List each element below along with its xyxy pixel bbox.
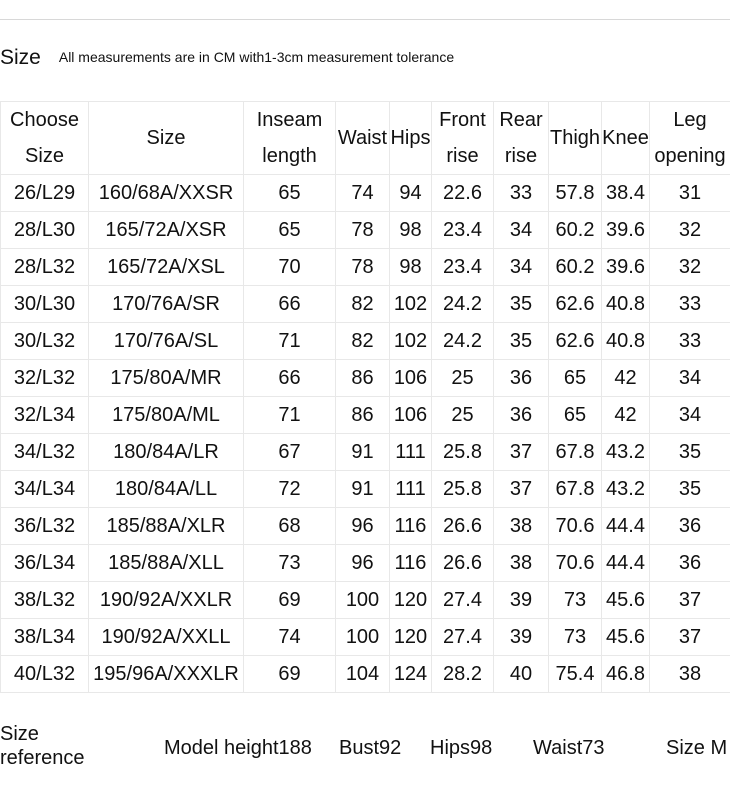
table-cell: 82 — [336, 323, 390, 360]
size-header — [0, 46, 454, 70]
table-cell: 78 — [336, 249, 390, 286]
table-cell: 34 — [494, 249, 549, 286]
table-cell: 45.6 — [602, 619, 650, 656]
table-cell: 190/92A/XXLL — [89, 619, 244, 656]
table-cell: 23.4 — [432, 249, 494, 286]
table-cell: 65 — [244, 175, 336, 212]
column-header-line2: rise — [504, 145, 538, 167]
column-header-line1: Knee — [602, 127, 649, 149]
size-title: Size — [0, 46, 41, 69]
table-cell: 34/L34 — [1, 471, 89, 508]
table-cell: 34/L32 — [1, 434, 89, 471]
table-cell: 71 — [244, 323, 336, 360]
table-cell: 26/L29 — [1, 175, 89, 212]
table-cell: 67.8 — [549, 434, 602, 471]
column-header — [494, 102, 549, 175]
model-hips: Hips98 — [430, 737, 493, 759]
table-cell: 86 — [336, 397, 390, 434]
table-cell: 60.2 — [549, 249, 602, 286]
table-row — [1, 175, 730, 212]
table-row — [1, 286, 730, 323]
table-cell: 124 — [390, 656, 432, 693]
model-size: Size M — [666, 737, 728, 759]
table-cell: 25.8 — [432, 434, 494, 471]
column-header-line1: Hips — [390, 127, 431, 149]
column-header — [650, 102, 730, 175]
column-header-line2: opening — [654, 145, 726, 167]
table-cell: 71 — [244, 397, 336, 434]
table-cell: 38.4 — [602, 175, 650, 212]
table-cell: 70.6 — [549, 508, 602, 545]
table-cell: 74 — [244, 619, 336, 656]
column-header-line1: Rear — [499, 109, 543, 131]
table-cell: 35 — [494, 323, 549, 360]
table-cell: 175/80A/ML — [89, 397, 244, 434]
table-cell: 30/L30 — [1, 286, 89, 323]
table-cell: 43.2 — [602, 434, 650, 471]
table-cell: 32/L34 — [1, 397, 89, 434]
column-header — [244, 102, 336, 175]
column-header-line1: Front — [439, 109, 486, 131]
table-cell: 38/L32 — [1, 582, 89, 619]
table-row — [1, 471, 730, 508]
table-cell: 24.2 — [432, 323, 494, 360]
table-cell: 160/68A/XXSR — [89, 175, 244, 212]
table-cell: 66 — [244, 286, 336, 323]
table-cell: 104 — [336, 656, 390, 693]
table-row — [1, 582, 730, 619]
table-cell: 165/72A/XSR — [89, 212, 244, 249]
table-cell: 70.6 — [549, 545, 602, 582]
column-header-line1: Choose — [10, 109, 79, 131]
table-cell: 75.4 — [549, 656, 602, 693]
table-cell: 96 — [336, 545, 390, 582]
table-cell: 36 — [494, 360, 549, 397]
table-cell: 185/88A/XLL — [89, 545, 244, 582]
table-row — [1, 508, 730, 545]
table-cell: 43.2 — [602, 471, 650, 508]
table-cell: 60.2 — [549, 212, 602, 249]
table-cell: 37 — [494, 471, 549, 508]
table-cell: 28/L32 — [1, 249, 89, 286]
table-row — [1, 619, 730, 656]
table-cell: 73 — [549, 582, 602, 619]
table-cell: 37 — [650, 582, 730, 619]
table-cell: 26.6 — [432, 508, 494, 545]
table-cell: 78 — [336, 212, 390, 249]
table-cell: 37 — [494, 434, 549, 471]
table-cell: 34 — [650, 360, 730, 397]
table-cell: 27.4 — [432, 619, 494, 656]
column-header-line1: Thigh — [549, 127, 601, 149]
measurement-note: All measurements are in CM with1-3cm measurement tolerance — [58, 49, 455, 65]
table-cell: 23.4 — [432, 212, 494, 249]
table-cell: 111 — [390, 434, 432, 471]
size-reference-label-line1: Size — [0, 723, 39, 745]
table-cell: 45.6 — [602, 582, 650, 619]
table-cell: 25 — [432, 397, 494, 434]
table-cell: 120 — [390, 582, 432, 619]
table-cell: 65 — [549, 360, 602, 397]
column-header-line1: Waist — [337, 127, 388, 149]
model-height: Model height188 — [164, 737, 312, 759]
table-cell: 73 — [549, 619, 602, 656]
column-header — [89, 102, 244, 175]
table-row — [1, 656, 730, 693]
column-header-line1: Size — [146, 127, 186, 149]
table-cell: 116 — [390, 508, 432, 545]
table-cell: 39.6 — [602, 249, 650, 286]
table-cell: 25 — [432, 360, 494, 397]
table-cell: 102 — [390, 323, 432, 360]
table-cell: 106 — [390, 397, 432, 434]
table-header-row — [1, 102, 730, 175]
size-reference-label-line2: reference — [0, 747, 85, 769]
table-cell: 39 — [494, 619, 549, 656]
table-cell: 38/L34 — [1, 619, 89, 656]
table-cell: 40.8 — [602, 323, 650, 360]
column-header — [432, 102, 494, 175]
table-cell: 39.6 — [602, 212, 650, 249]
table-cell: 35 — [650, 471, 730, 508]
column-header — [390, 102, 432, 175]
table-cell: 94 — [390, 175, 432, 212]
table-cell: 28.2 — [432, 656, 494, 693]
table-cell: 35 — [494, 286, 549, 323]
table-cell: 68 — [244, 508, 336, 545]
table-cell: 27.4 — [432, 582, 494, 619]
table-cell: 42 — [602, 360, 650, 397]
table-cell: 73 — [244, 545, 336, 582]
table-cell: 33 — [650, 323, 730, 360]
table-cell: 31 — [650, 175, 730, 212]
table-cell: 91 — [336, 471, 390, 508]
table-cell: 32 — [650, 212, 730, 249]
table-cell: 69 — [244, 656, 336, 693]
table-row — [1, 323, 730, 360]
column-header — [1, 102, 89, 175]
table-cell: 46.8 — [602, 656, 650, 693]
table-cell: 22.6 — [432, 175, 494, 212]
table-row — [1, 545, 730, 582]
table-cell: 36 — [494, 397, 549, 434]
table-cell: 38 — [494, 508, 549, 545]
table-cell: 116 — [390, 545, 432, 582]
table-cell: 66 — [244, 360, 336, 397]
table-cell: 37 — [650, 619, 730, 656]
table-cell: 38 — [494, 545, 549, 582]
table-cell: 35 — [650, 434, 730, 471]
table-cell: 91 — [336, 434, 390, 471]
column-header-line1: Leg — [673, 109, 707, 131]
table-cell: 34 — [650, 397, 730, 434]
table-cell: 165/72A/XSL — [89, 249, 244, 286]
table-cell: 39 — [494, 582, 549, 619]
table-cell: 42 — [602, 397, 650, 434]
table-cell: 36 — [650, 508, 730, 545]
table-row — [1, 434, 730, 471]
column-header-line1: Inseam — [256, 109, 323, 131]
table-cell: 195/96A/XXXLR — [89, 656, 244, 693]
table-cell: 185/88A/XLR — [89, 508, 244, 545]
table-row — [1, 397, 730, 434]
model-bust: Bust92 — [339, 737, 402, 759]
size-chart-table — [0, 101, 730, 693]
column-header-line2: rise — [446, 145, 479, 167]
table-cell: 180/84A/LR — [89, 434, 244, 471]
table-cell: 36/L34 — [1, 545, 89, 582]
table-cell: 120 — [390, 619, 432, 656]
table-cell: 72 — [244, 471, 336, 508]
table-cell: 106 — [390, 360, 432, 397]
table-body — [1, 175, 730, 693]
table-cell: 32 — [650, 249, 730, 286]
table-cell: 44.4 — [602, 545, 650, 582]
table-cell: 180/84A/LL — [89, 471, 244, 508]
table-cell: 65 — [549, 397, 602, 434]
size-reference-label — [0, 722, 120, 770]
table-cell: 170/76A/SR — [89, 286, 244, 323]
table-cell: 62.6 — [549, 323, 602, 360]
column-header — [602, 102, 650, 175]
table-cell: 30/L32 — [1, 323, 89, 360]
table-cell: 67 — [244, 434, 336, 471]
model-waist: Waist73 — [533, 737, 605, 759]
table-cell: 69 — [244, 582, 336, 619]
table-cell: 40.8 — [602, 286, 650, 323]
table-cell: 34 — [494, 212, 549, 249]
table-cell: 24.2 — [432, 286, 494, 323]
table-cell: 57.8 — [549, 175, 602, 212]
table-cell: 100 — [336, 582, 390, 619]
table-cell: 38 — [650, 656, 730, 693]
table-cell: 86 — [336, 360, 390, 397]
table-cell: 62.6 — [549, 286, 602, 323]
table-row — [1, 360, 730, 397]
table-cell: 25.8 — [432, 471, 494, 508]
table-cell: 40 — [494, 656, 549, 693]
table-cell: 190/92A/XXLR — [89, 582, 244, 619]
table-cell: 65 — [244, 212, 336, 249]
top-divider — [0, 19, 730, 20]
table-cell: 102 — [390, 286, 432, 323]
size-reference — [0, 720, 730, 776]
table-cell: 28/L30 — [1, 212, 89, 249]
column-header — [336, 102, 390, 175]
table-cell: 98 — [390, 249, 432, 286]
table-cell: 98 — [390, 212, 432, 249]
table-cell: 170/76A/SL — [89, 323, 244, 360]
table-cell: 175/80A/MR — [89, 360, 244, 397]
table-cell: 36 — [650, 545, 730, 582]
table-cell: 33 — [650, 286, 730, 323]
column-header — [549, 102, 602, 175]
column-header-line2: Size — [25, 145, 64, 167]
table-cell: 96 — [336, 508, 390, 545]
table-cell: 82 — [336, 286, 390, 323]
table-cell: 33 — [494, 175, 549, 212]
table-cell: 26.6 — [432, 545, 494, 582]
column-header-line2: length — [262, 145, 317, 167]
table-cell: 111 — [390, 471, 432, 508]
table-row — [1, 249, 730, 286]
table-cell: 100 — [336, 619, 390, 656]
table-cell: 32/L32 — [1, 360, 89, 397]
table-cell: 74 — [336, 175, 390, 212]
table-cell: 44.4 — [602, 508, 650, 545]
table-cell: 36/L32 — [1, 508, 89, 545]
table-cell: 70 — [244, 249, 336, 286]
table-row — [1, 212, 730, 249]
table-cell: 40/L32 — [1, 656, 89, 693]
table-cell: 67.8 — [549, 471, 602, 508]
